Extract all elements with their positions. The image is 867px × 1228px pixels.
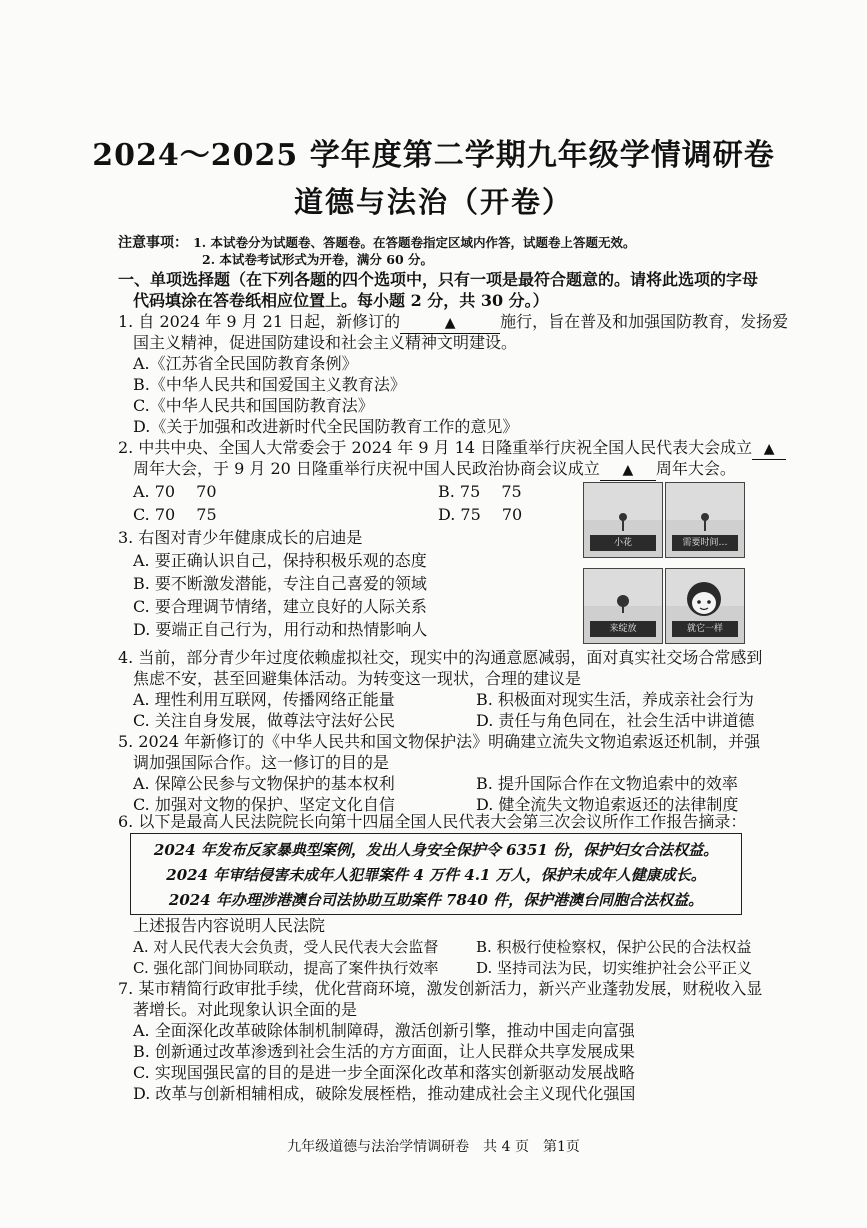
q2-option-d: D. 75 70 xyxy=(438,505,523,524)
comic-panel-1 xyxy=(583,482,663,558)
comic-caption-4: 就它一样 xyxy=(672,621,738,637)
q1-option-c: C.《中华人民共和国国防教育法》 xyxy=(133,396,374,415)
q6-option-b: B. 积极行使检察权，保护公民的合法权益 xyxy=(476,938,752,956)
q1-stem-b: 施行，旨在普及和加强国防教育，发扬爱 xyxy=(500,312,789,331)
section-heading-line-1: 一、单项选择题（在下列各题的四个选项中，只有一项是最符合题意的。请将此选项的字母 xyxy=(118,270,759,289)
comic-panel-4 xyxy=(665,568,745,644)
q2-option-b: B. 75 75 xyxy=(438,482,522,501)
q2-stem-b: 周年大会，于 9 月 20 日隆重举行庆祝中国人民政治协商会议成立 xyxy=(133,459,600,478)
exam-title: 2024～2025 学年度第二学期九年级学情调研卷 xyxy=(92,138,775,173)
q4-option-c: C. 关注自身发展，做尊法守法好公民 xyxy=(133,711,395,730)
blank-marker-icon: ▲ xyxy=(444,315,456,331)
q2-stem-line-1 xyxy=(118,438,786,460)
comic-caption-2: 需要时间… xyxy=(672,535,738,551)
q3-option-b: B. 要不断激发潜能，专注自己喜爱的领域 xyxy=(133,574,427,593)
q7-option-d: D. 改革与创新相辅相成，破除发展桎梏，推动建成社会主义现代化强国 xyxy=(133,1084,636,1103)
q1-stem-line-2: 国主义精神，促进国防建设和社会主义精神文明建设。 xyxy=(133,333,518,352)
q6-option-a: A. 对人民代表大会负责，受人民代表大会监督 xyxy=(133,938,439,956)
comic-caption-3: 来绽放 xyxy=(590,621,656,637)
q5-option-d: D. 健全流失文物追索返还的法律制度 xyxy=(476,795,739,814)
q5-stem-line-1: 5. 2024 年新修订的《中华人民共和国文物保护法》明确建立流失文物追索返还机制，并强 xyxy=(118,732,761,751)
q7-option-b: B. 创新通过改革渗透到社会生活的方方面面，让人民群众共享发展成果 xyxy=(133,1042,635,1061)
q2-option-c: C. 70 75 xyxy=(133,505,217,524)
q3-option-d: D. 要端正自己行为，用行动和热情影响人 xyxy=(133,620,428,639)
q5-option-a: A. 保障公民参与文物保护的基本权利 xyxy=(133,774,395,793)
q7-option-a: A. 全面深化改革破除体制机制障碍，激活创新引擎，推动中国走向富强 xyxy=(133,1021,635,1040)
report-line-1: 2024 年发布反家暴典型案例，发出人身安全保护令 6351 份，保护妇女合法权益。 xyxy=(153,841,719,859)
q6-stem: 6. 以下是最高人民法院院长向第十四届全国人民代表大会第三次会议所作工作报告摘录： xyxy=(118,812,747,831)
q7-stem-line-1: 7. 某市精简行政审批手续，优化营商环境，激发创新活力，新兴产业蓬勃发展，财税收入显 xyxy=(118,979,763,998)
q7-stem-line-2: 著增长。对此现象认识全面的是 xyxy=(133,1000,358,1019)
q6-option-d: D. 坚持司法为民，切实维护社会公平正义 xyxy=(476,959,753,977)
q6-stem-2: 上述报告内容说明人民法院 xyxy=(133,916,326,935)
notice-item-1: 1. 本试卷分为试题卷、答题卷。在答题卷指定区域内作答，试题卷上答题无效。 xyxy=(193,235,636,250)
comic-caption-1: 小花 xyxy=(590,535,656,551)
page-footer: 九年级道德与法治学情调研卷 共 4 页 第1页 xyxy=(287,1139,580,1155)
blank-marker-icon: ▲ xyxy=(622,462,634,478)
q1-blank xyxy=(400,312,500,334)
comic-panel-2 xyxy=(665,482,745,558)
flower-icon xyxy=(620,513,626,531)
q4-option-d: D. 责任与角色同在，社会生活中讲道德 xyxy=(476,711,755,730)
report-line-2: 2024 年审结侵害未成年人犯罪案件 4 万件 4.1 万人，保护未成年人健康成长。 xyxy=(166,866,706,884)
q5-stem-line-2: 调加强国际合作。这一修订的目的是 xyxy=(133,753,390,772)
q2-stem-a: 2. 中共中央、全国人大常委会于 2024 年 9 月 14 日隆重举行庆祝全国人民代表大会成立 xyxy=(118,438,753,457)
flower-icon xyxy=(620,595,626,613)
q5-option-b: B. 提升国际合作在文物追索中的效率 xyxy=(476,774,738,793)
comic-panel-3 xyxy=(583,568,663,644)
q4-stem-line-2: 焦虑不安，甚至回避集体活动。为转变这一现状，合理的建议是 xyxy=(133,669,582,688)
q3-option-c: C. 要合理调节情绪，建立良好的人际关系 xyxy=(133,597,427,616)
q4-option-a: A. 理性利用互联网，传播网络正能量 xyxy=(133,690,395,709)
q1-option-a: A.《江苏省全民国防教育条例》 xyxy=(133,354,358,373)
notice-heading: 注意事项： xyxy=(118,235,188,251)
exam-subtitle: 道德与法治（开卷） xyxy=(293,185,573,219)
q2-blank-1 xyxy=(752,438,786,460)
q1-stem-a: 1. 自 2024 年 9 月 21 日起，新修订的 xyxy=(118,312,401,331)
q4-option-b: B. 积极面对现实生活，养成亲社会行为 xyxy=(476,690,754,709)
q6-option-c: C. 强化部门间协同联动，提高了案件执行效率 xyxy=(133,959,439,977)
q2-option-a: A. 70 70 xyxy=(133,482,217,501)
q1-stem-line-1 xyxy=(118,312,788,334)
q2-stem-c: 周年大会。 xyxy=(655,459,736,478)
notice-item-2: 2. 本试卷考试形式为开卷，满分 60 分。 xyxy=(202,252,434,267)
q5-option-c: C. 加强对文物的保护、坚定文化自信 xyxy=(133,795,395,814)
q3-stem: 3. 右图对青少年健康成长的启迪是 xyxy=(118,528,363,547)
report-excerpt-box xyxy=(130,833,742,915)
q1-option-b: B.《中华人民共和国爱国主义教育法》 xyxy=(133,375,406,394)
report-line-3: 2024 年办理涉港澳台司法协助互助案件 7840 件，保护港澳台同胞合法权益。 xyxy=(168,891,704,909)
q4-stem-line-1: 4. 当前，部分青少年过度依赖虚拟社交，现实中的沟通意愿减弱，面对真实社交场合常感到 xyxy=(118,648,763,667)
q2-stem-line-2 xyxy=(133,459,736,481)
section-heading-line-2: 代码填涂在答卷纸相应位置上。每小题 2 分，共 30 分。） xyxy=(133,291,549,310)
q3-option-a: A. 要正确认识自己，保持积极乐观的态度 xyxy=(133,551,427,570)
q7-option-c: C. 实现国强民富的目的是进一步全面深化改革和落实创新驱动发展战略 xyxy=(133,1063,635,1082)
q2-blank-2 xyxy=(600,459,656,481)
q1-option-d: D.《关于加强和改进新时代全民国防教育工作的意见》 xyxy=(133,417,519,436)
flower-icon xyxy=(702,513,708,531)
blank-marker-icon: ▲ xyxy=(763,441,775,457)
